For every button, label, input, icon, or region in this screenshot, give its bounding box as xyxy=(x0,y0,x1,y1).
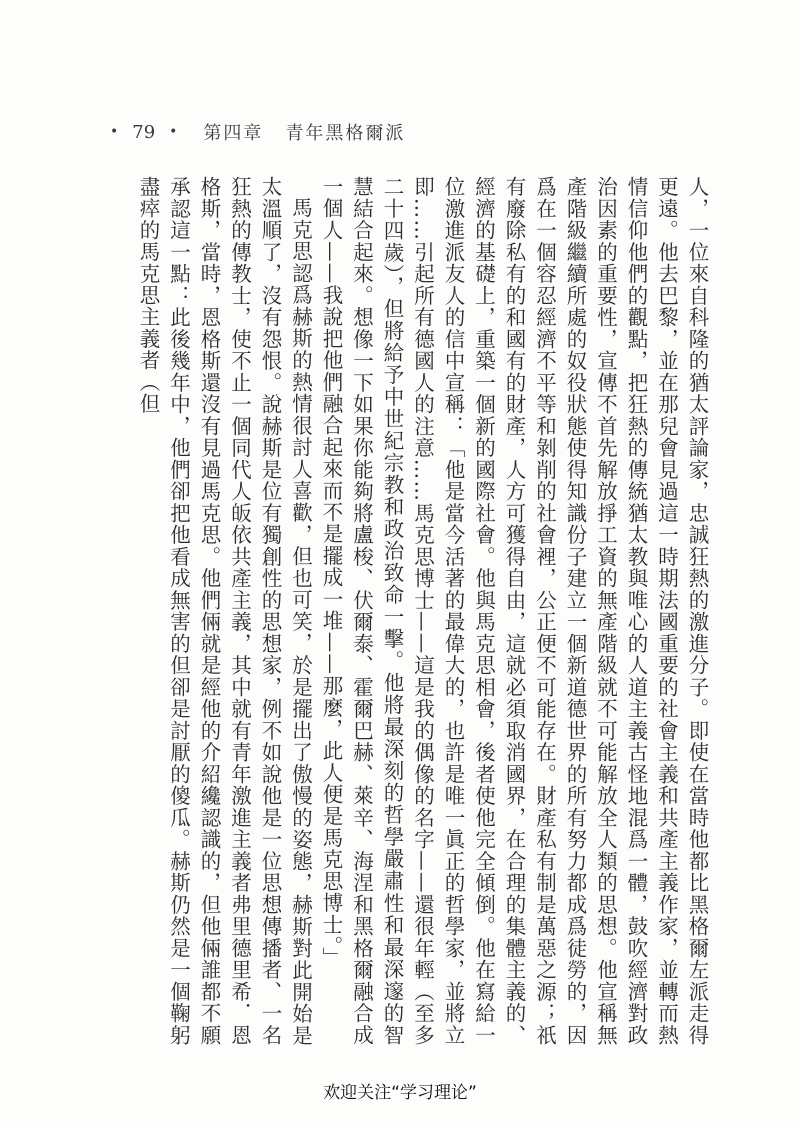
page-number: 79 xyxy=(132,121,156,143)
chapter-title: 青年黑格爾派 xyxy=(285,123,406,144)
footer-watermark: 欢迎关注“学习理论” xyxy=(323,1083,477,1103)
header-bullet-right: • xyxy=(169,124,178,140)
running-header xyxy=(110,120,405,144)
chapter-label: 第四章 xyxy=(203,123,264,144)
vertical-body-text xyxy=(80,176,712,1046)
header-bullet-left: • xyxy=(110,124,119,140)
paragraph-1: 人，一位來自科隆的猶太評論家，忠誠狂熱的激進分子。即使在當時他都比黑格爾左派走得更遠。他去巴黎，並在那兒會見過這一時期法國重要的社會主義和共產主義作家，並轉而熱情信仰他們的觀點，把狂熱的傳統猶太教與唯心的人道主義古怪地混爲一體，鼓吹經濟對政治因素的重要性，宣傳不首先解放掙工資的無產階級就不可能解放全人類的思想。他宣稱無產階級繼續所處的奴役狀態使得知識份子建立一個新道德世界的所有努力都成爲徒勞的，因爲在一個容忍經濟不平等和剝削的社會裡，公正便不可能存在。財產私有制是萬惡之源；祇有廢除私有的和國有的財產，人方可獲得自由，這就必須取消國界，在合理的集體主義的、經濟的基礎上，重築一個新的國際社會。他與馬克思相會，後者使他完全傾倒。他在寫給一位激進派友人的信中宣稱：「他是當今活著的最偉大的，也許是唯一眞正的哲學家，並將立即……引起所有德國人的注意……馬克思博士——這是我的偶像的名字——還很年輕（至多二十四歲），但將給予中世紀宗教和政治致命一擊。他將最深刻的哲學嚴肅性和最深邃的智慧結合起來。想像一下如果你能夠將盧梭、伏爾泰、霍爾巴赫、萊辛、海涅和黑格爾融合成一個人——我說把他們融合起來而不是擺成一堆——那麼，此人便是馬克思博士。」 xyxy=(319,176,709,1046)
paragraph-2: 馬克思認爲赫斯的熱情很討人喜歡，但也可笑，於是擺出了傲慢的姿態，赫斯對此開始是太溫順了，沒有怨恨。說赫斯是位有獨創性的思想家，例不如說他是一位思想傳播者、一名狂熱的傳教士，使不止一個同代人皈依共產主義，其中就有青年激進主義者弗里德里希．恩格斯，當時，恩格斯還沒有見過馬克思。他們倆就是經他的介紹纔認識的，但他倆誰都不願承認這一點：此後幾年中，他們卻把他看成無害的但卻是討厭的傻瓜。赫斯仍然是一個鞠躬盡瘁的馬克思主義者（但 xyxy=(136,176,313,1046)
